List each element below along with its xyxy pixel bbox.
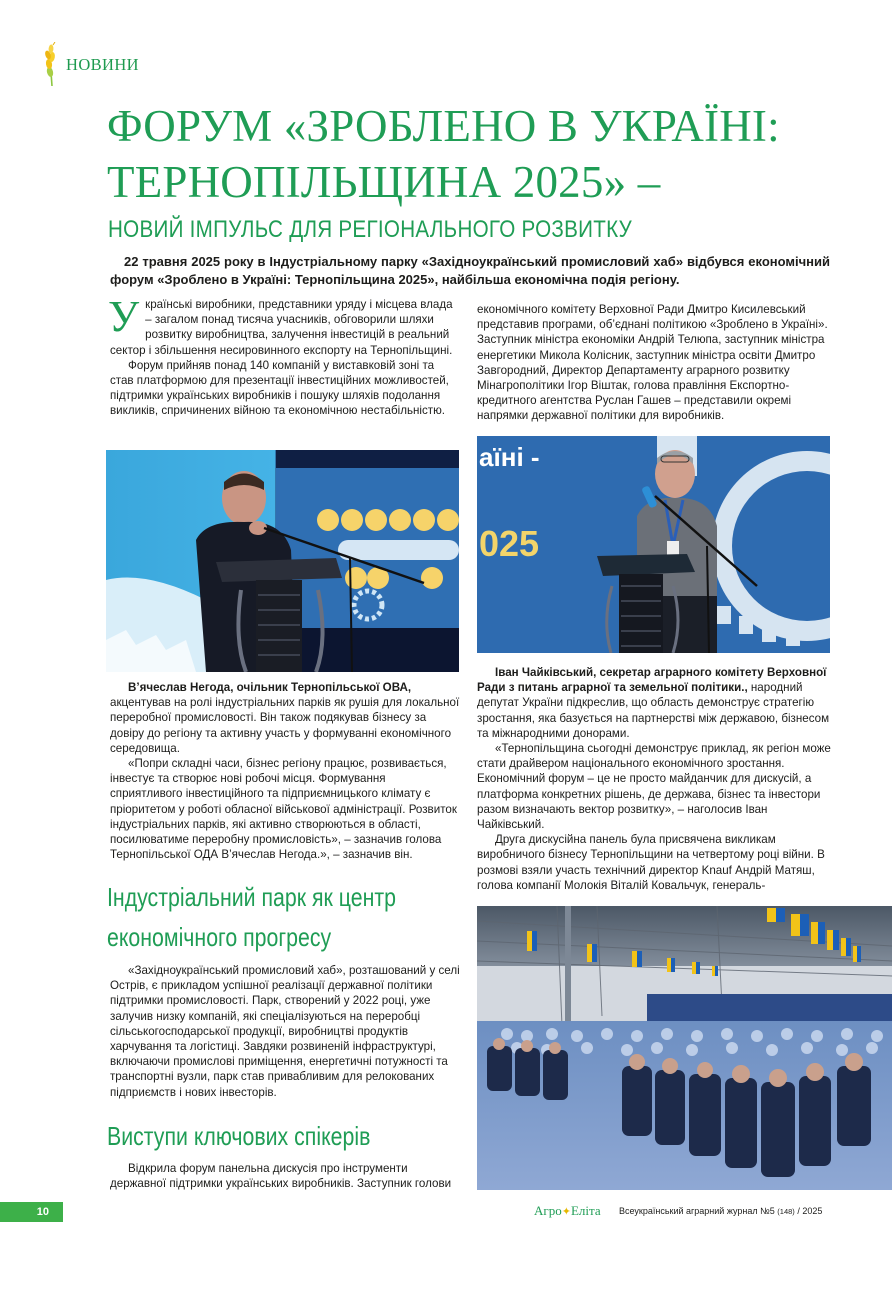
photo-audience xyxy=(477,906,892,1190)
article-title xyxy=(107,98,847,210)
section-label: НОВИНИ xyxy=(66,55,139,74)
magazine-issue: Всеукраїнський аграрний журнал №5 (148) / 2025 xyxy=(619,1206,823,1216)
paragraph-negoda: В’ячеслав Негода, очільник Тернопільської ОВА, акцентував на ролі індустріальних парків як рушія для локальної переробної промисловості. Він також подякував бізнесу за довіру до регіону та активну участь у формуванні економічного середовища. xyxy=(110,681,460,755)
magazine-logo: Агро✦Еліта xyxy=(534,1203,601,1218)
quote-paragraph: «Попри складні часи, бізнес регіону працює, розвивається, інвестує та створює нові робочі місця. Формування сприятливого інвестиційного та підприємницького клімату є пріоритетом у роботі обласної військової адміністрації. Розвиток індустріальних парків, які активно створюються в області, посилюватиме переробну промисловість», – зазначив голова Тернопільської ОДА В’ячеслав Негода.», – зазначив він. xyxy=(110,757,457,862)
section-tag xyxy=(42,42,139,88)
subheading-industrial-park: Індустріальний парк як центр економічного прогресу xyxy=(107,882,397,952)
star-icon: ✦ xyxy=(561,1206,571,1218)
speaker-name-bold: В’ячеслав Негода, очільник Тернопільської ОВА, xyxy=(128,681,412,694)
column-1-middle xyxy=(110,680,460,862)
drop-cap: У xyxy=(108,292,140,341)
article-subtitle: НОВИЙ ІМПУЛЬС ДЛЯ РЕГІОНАЛЬНОГО РОЗВИТКУ xyxy=(108,216,632,243)
intro-paragraph: країнські виробники, представники уряду і місцева влада – загалом понад тисяча учасників, обговорили шляхи розвитку виробництва, залучення інвестицій в реальний сектор і збільшення несировинного експорту на Тернопільщині. xyxy=(110,298,453,357)
wheat-ear-icon xyxy=(42,42,62,88)
speaker-name-bold: Іван Чайківський, секретар аграрного комітету Верховної Ради з питань аграрної та земельної політики., xyxy=(477,666,827,695)
title-line-1: ФОРУМ «ЗРОБЛЕНО В УКРАЇНІ: xyxy=(107,101,780,151)
svg-text:025: 025 xyxy=(479,523,540,564)
paragraph: Форум прийняв понад 140 компаній у виставковій зоні та став платформою для презентації інвестиційних можливостей, підтримки українських виробників і пошуку шляхів подолання викликів, спричинених війною та економічною нестабільністю. xyxy=(110,358,449,418)
paragraph: економічного комітету Верховної Ради Дмитро Кисилевський представив програми, об’єднані політикою «Зроблено в Україні». Заступник міністра економіки Андрій Телюпа, заступник міністра енергетики Микола Колісник, заступник міністра освіти Дмитро Завгородний, Директор Департаменту аграрного розвитку Мінагрополітики Ігор Віштак, голова правління Експортно-кредитного агентства Руслан Гашев – представили окремі напрямки державної політики для виробників. xyxy=(477,303,828,423)
column-1-park xyxy=(110,963,460,1100)
backdrop-text: аїні - xyxy=(479,442,540,472)
paragraph-speakers: Відкрила форум панельна дискусія про інструменти державної підтримки українських виробників. Заступник голови xyxy=(110,1162,452,1191)
paragraph-second-panel: Друга дискусійна панель була присвячена викликам виробничого бізнесу Тернопільщини на четвертому році війни. В розмові взяли участь технічний директор Knauf Андрій Матяш, голова компанії Молокія Віталій Ковальчук, генераль- xyxy=(477,833,825,892)
paragraph-park: «Західноукраїнський промисловий хаб», розташований у селі Острів, є прикладом успішної реалізації державної політики підтримки промисловості. Парк, створений у 2022 році, уже залучив низку компаній, які спеціалізуються на переробці сільськогосподарської продукції, виробництві продуктів харчування та логістиці. Завдяки розвиненій інфраструктурі, включаючи промислові приміщення, енергетичні потужності та транспортні вузли, парк став привабливим для релокованих підприємств і нових інвесторів. xyxy=(110,964,460,1099)
photo-speaker-chaikivskyi xyxy=(477,436,830,653)
column-2-middle xyxy=(477,665,832,893)
paragraph-chaikivskyi: Іван Чайківський, секретар аграрного комітету Верховної Ради з питань аграрної та земельної політики., народний депутат України підкреслив, що область демонструє стратегію зростання, яка базується на партнерстві між державою, бізнесом та міжнародними донорами. xyxy=(477,666,830,740)
quote-paragraph: «Тернопільщина сьогодні демонструє приклад, як регіон може стати драйвером національного економічного зростання. Економічний форум – це не просто майданчик для дискусій, а платформа конкретних рішень, де держава, бізнес та інвестори разом визначають вектор розвитку», – наголосив Іван Чайківський. xyxy=(477,742,831,832)
column-1-intro xyxy=(108,292,460,419)
subheading-key-speakers: Виступи ключових спікерів xyxy=(107,1121,371,1151)
page-number: 10 xyxy=(0,1202,63,1222)
column-2-intro xyxy=(477,302,832,424)
photo-speaker-negoda xyxy=(106,450,459,672)
column-1-speakers xyxy=(110,1161,460,1191)
title-line-2: ТЕРНОПІЛЬЩИНА 2025» – xyxy=(107,157,661,207)
article-lead: 22 травня 2025 року в Індустріальному парку «Західноукраїнський промисловий хаб» відбувся економічний форум «Зроблено в Україні: Тернопільщина 2025», найбільша економічна подія регіону. xyxy=(110,254,830,287)
